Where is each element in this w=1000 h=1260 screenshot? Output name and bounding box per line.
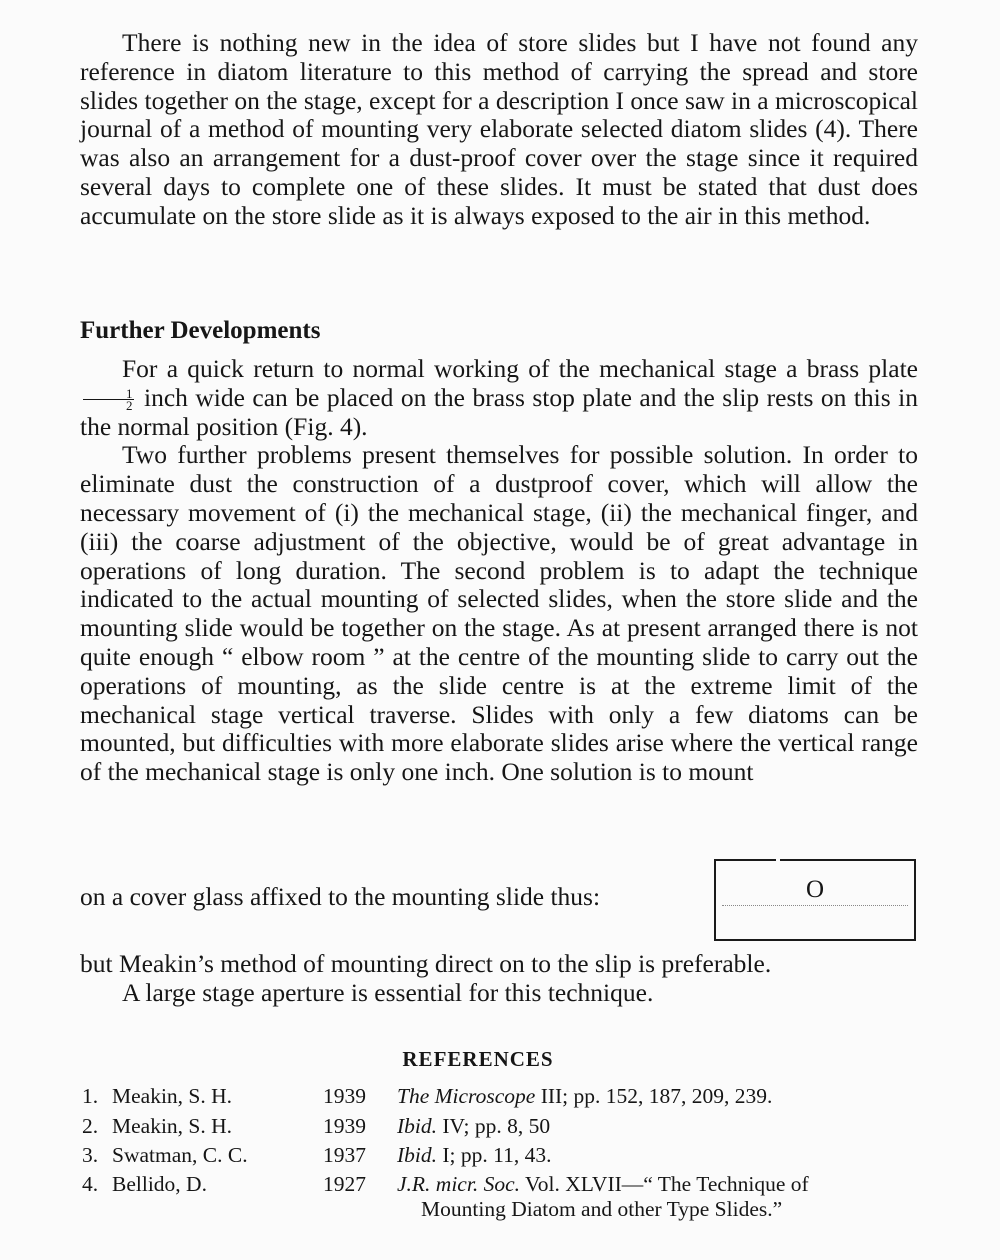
- slide-diagram-dotted-line: [722, 905, 908, 906]
- p1-before: For a quick return to normal working of the mechanical stage a brass plate: [122, 354, 918, 383]
- reference-number: 2.: [82, 1114, 99, 1138]
- reference-author: Meakin, S. H.: [112, 1084, 233, 1108]
- reference-citation: [397, 1114, 927, 1139]
- reference-year: 1927: [323, 1172, 366, 1196]
- reference-detail: I; pp. 11, 43.: [442, 1143, 552, 1167]
- reference-citation: [397, 1143, 927, 1168]
- fraction-denominator: 2: [126, 398, 133, 414]
- reference-source: The Microscope: [397, 1084, 536, 1108]
- intro-text: There is nothing new in the idea of store slides but I have not found any reference in diatom literature to this method of carrying the spread and store slides together on the stage, except for a description I once saw in a microscopical journal of a method of mounting very elaborate selected diatom slides (4). There was also an arrangement for a dust-proof cover over the stage since it required several days to complete one of these slides. It must be stated that dust does accumulate on the store slide as it is always exposed to the air in this method.: [80, 28, 918, 230]
- reference-citation: [397, 1172, 927, 1222]
- slide-diagram-gap: [776, 858, 780, 862]
- p1-after: inch wide can be placed on the brass stop plate and the slip rests on this in the normal position (Fig. 4).: [80, 382, 918, 441]
- slide-diagram: [714, 859, 916, 941]
- reference-detail: III; pp. 152, 187, 209, 239.: [540, 1084, 773, 1108]
- reference-detail: IV; pp. 8, 50: [442, 1114, 551, 1138]
- reference-citation: [397, 1084, 927, 1109]
- fraction-numerator: 1: [83, 388, 134, 400]
- developments-paragraph-2: Two further problems present themselves for possible solution. In order to eliminate dust the construction of a dustproof cover, which will allow the necessary movement of (i) the mechanical stage, (ii) the mechanical finger, and (iii) the coarse adjustment of the objective, would be of great advantage in operations of long duration. The second problem is to adapt the technique indicated to the actual mounting of selected slides, when the store slide and the mounting slide would be together on the stage. As at present arranged there is not quite enough “ elbow room ” at the centre of the mounting slide to carry out the operations of mounting, as the slide centre is at the extreme limit of the mechanical stage vertical traverse. Slides with only a few diatoms can be mounted, but difficulties with more elaborate slides arise where the vertical range of the mechanical stage is only one inch. One solution is to mount: [80, 440, 918, 787]
- section-heading: Further Developments: [80, 317, 321, 344]
- reference-number: 1.: [82, 1084, 99, 1108]
- developments-section: [80, 355, 918, 787]
- reference-author: Swatman, C. C.: [112, 1143, 248, 1167]
- reference-year: 1939: [323, 1084, 366, 1108]
- reference-source: Ibid.: [397, 1114, 438, 1138]
- outro-paragraph-1: but Meakin’s method of mounting direct on to the slip is preferable.: [80, 949, 772, 978]
- reference-year: 1937: [323, 1143, 366, 1167]
- reference-number: 4.: [82, 1172, 99, 1196]
- reference-author: Bellido, D.: [112, 1172, 207, 1196]
- slide-cover-glass-mark: O: [805, 876, 825, 903]
- references-title: REFERENCES: [402, 1047, 554, 1071]
- outro-section: [80, 950, 918, 1008]
- reference-detail: Vol. XLVII—“ The Technique of: [525, 1172, 809, 1196]
- reference-source: Ibid.: [397, 1143, 438, 1167]
- intro-paragraph: [80, 29, 918, 231]
- cover-glass-line: on a cover glass affixed to the mounting slide thus:: [80, 882, 601, 911]
- developments-paragraph-1: [80, 355, 918, 441]
- reference-author: Meakin, S. H.: [112, 1114, 233, 1138]
- outro-paragraph-2: A large stage aperture is essential for this technique.: [122, 977, 654, 1007]
- reference-year: 1939: [323, 1114, 366, 1138]
- reference-detail-continued: Mounting Diatom and other Type Slides.”: [421, 1197, 783, 1221]
- reference-source: J.R. micr. Soc.: [397, 1172, 520, 1196]
- reference-number: 3.: [82, 1143, 99, 1167]
- half-fraction: [83, 386, 134, 414]
